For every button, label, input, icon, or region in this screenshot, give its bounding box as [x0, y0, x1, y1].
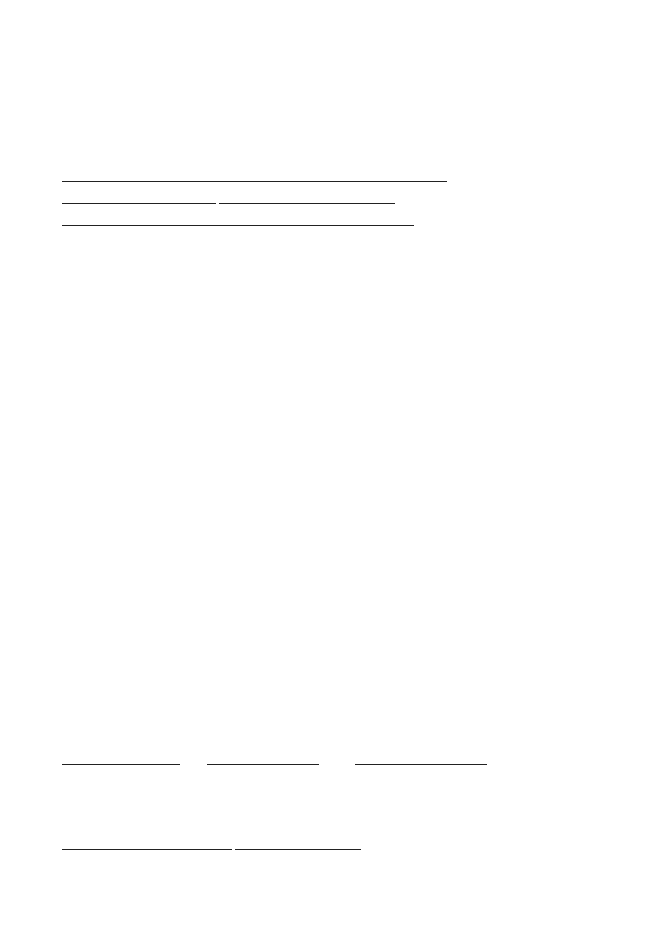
- machine-brand-line: [62, 171, 447, 185]
- b6-machine-field[interactable]: [62, 839, 232, 850]
- position-field[interactable]: [62, 754, 180, 765]
- b6-machine-line: [62, 839, 361, 853]
- measuring-tools-line: [62, 215, 414, 229]
- machine-brand-field[interactable]: [62, 171, 447, 182]
- test-place-line: [62, 193, 395, 207]
- b6-place-field[interactable]: [235, 839, 361, 850]
- test-place-field[interactable]: [62, 193, 216, 204]
- date-field[interactable]: [219, 193, 395, 204]
- performer-line: [62, 754, 487, 768]
- initials-field[interactable]: [355, 754, 487, 765]
- measuring-tools-field[interactable]: [62, 215, 414, 226]
- signature-field[interactable]: [207, 754, 319, 765]
